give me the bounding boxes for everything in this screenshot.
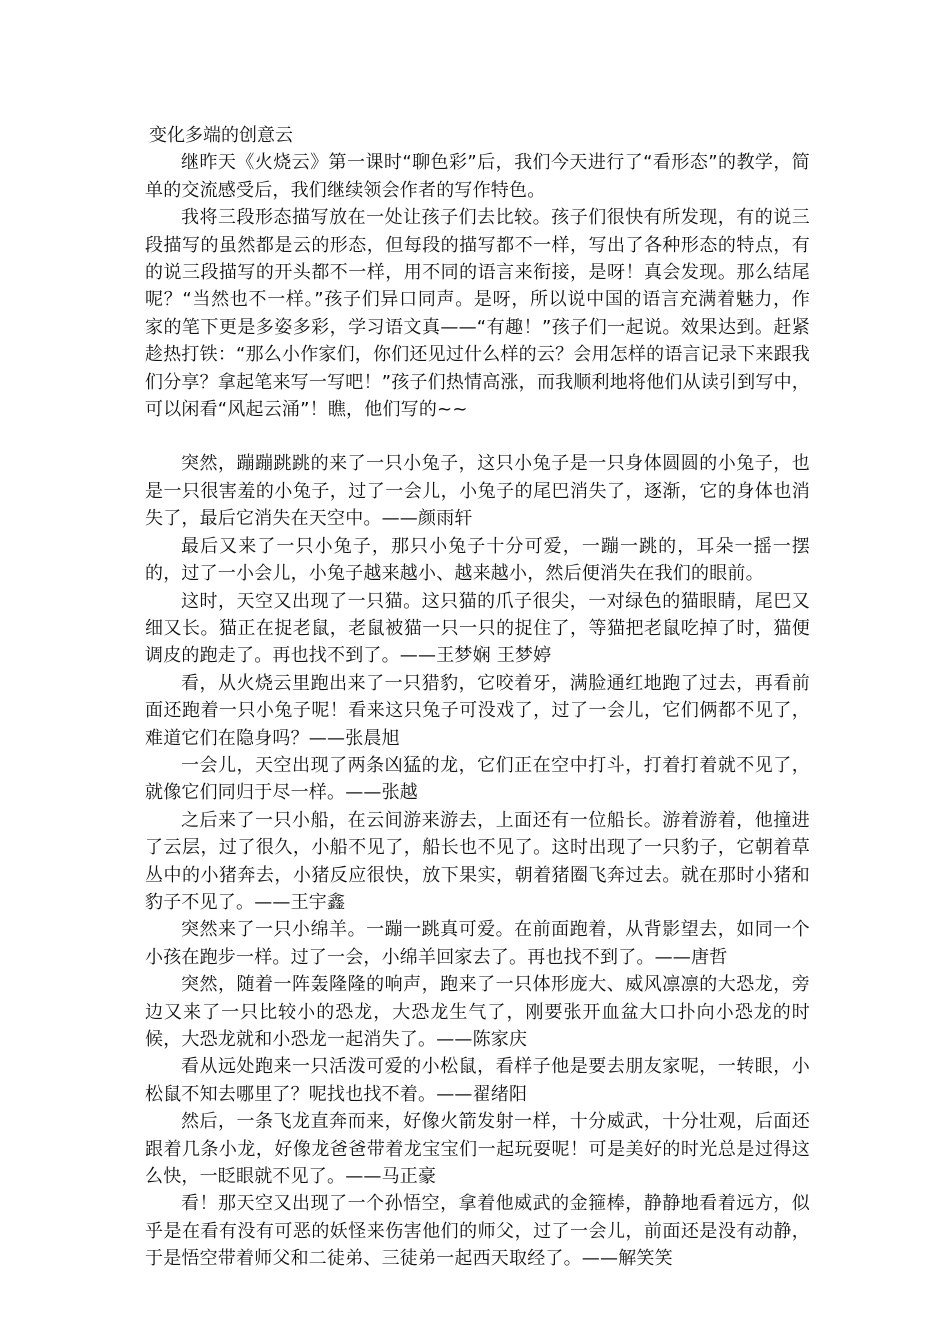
student-work-paragraph: 之后来了一只小船，在云间游来游去，上面还有一位船长。游着游着，他撞进了云层，过了很久，小船不见了，船长也不见了。这时出现了一只豹子，它朝着草丛中的小猪奔去，小猪反应很快，放下果实，朝着猪圈飞奔过去。就在那时小猪和豹子不见了。——王宇鑫 <box>145 809 810 913</box>
document-body <box>145 122 810 1273</box>
student-work-paragraph: 然后，一条飞龙直奔而来，好像火箭发射一样，十分威武，十分壮观，后面还跟着几条小龙，好像龙爸爸带着龙宝宝们一起玩耍呢！可是美好的时光总是过得这么快，一眨眼就不见了。——马正豪 <box>145 1111 810 1188</box>
student-work-paragraph: 突然，蹦蹦跳跳的来了一只小兔子，这只小兔子是一只身体圆圆的小兔子，也是一只很害羞的小兔子，过了一会儿，小兔子的尾巴消失了，逐渐，它的身体也消失了，最后它消失在天空中。——颜雨轩 <box>145 453 810 530</box>
student-work-paragraph: 突然，随着一阵轰隆隆的响声，跑来了一只体形庞大、威风凛凛的大恐龙，旁边又来了一只比较小的恐龙，大恐龙生气了，刚要张开血盆大口扑向小恐龙的时候，大恐龙就和小恐龙一起消失了。——陈家庆 <box>145 974 810 1050</box>
intro-paragraph-2: 我将三段形态描写放在一处让孩子们去比较。孩子们很快有所发现，有的说三段描写的虽然都是云的形态，但每段的描写都不一样，写出了各种形态的特点，有的说三段描写的开头都不一样，用不同的语言来衔接，是呀！真会发现。那么结尾呢？“当然也不一样。”孩子们异口同声。是呀，所以说中国的语言充满着魅力，作家的笔下更是多姿多彩，学习语文真——“有趣！”孩子们一起说。效果达到。赶紧趁热打铁：“那么小作家们，你们还见过什么样的云？会用怎样的语言记录下来跟我们分享？拿起笔来写一写吧！”孩子们热情高涨，而我顺利地将他们从读引到写中，可以闲看“风起云涌”！瞧，他们写的~~ <box>145 207 810 421</box>
student-work-paragraph: 看从远处跑来一只活泼可爱的小松鼠，看样子他是要去朋友家呢，一转眼，小松鼠不知去哪里了？呢找也找不着。——翟绪阳 <box>145 1056 810 1105</box>
student-work-paragraph: 一会儿，天空出现了两条凶猛的龙，它们正在空中打斗，打着打着就不见了，就像它们同归于尽一样。——张越 <box>145 754 810 804</box>
student-work-paragraph: 看，从火烧云里跑出来了一只猎豹，它咬着牙，满脸通红地跑了过去，再看前面还跑着一只小兔子呢！看来这只兔子可没戏了，过了一会儿，它们俩都不见了，难道它们在隐身吗？——张晨旭 <box>145 672 810 749</box>
student-work-paragraph: 最后又来了一只小兔子，那只小兔子十分可爱，一蹦一跳的，耳朵一摇一摆的，过了一小会儿，小兔子越来越小、越来越小，然后便消失在我们的眼前。 <box>145 535 810 585</box>
document-title: 变化多端的创意云 <box>149 125 293 146</box>
student-work-paragraph: 突然来了一只小绵羊。一蹦一跳真可爱。在前面跑着，从背影望去，如同一个小孩在跑步一样。过了一会，小绵羊回家去了。再也找不到了。——唐哲 <box>145 919 810 968</box>
student-work-paragraph: 这时，天空又出现了一只猫。这只猫的爪子很尖，一对绿色的猫眼睛，尾巴又细又长。猫正在捉老鼠，老鼠被猫一只一只的捉住了，等猫把老鼠吃掉了时，猫便调皮的跑走了。再也找不到了。——王梦娴 王梦婷 <box>145 590 810 667</box>
paragraph-gap <box>145 423 810 450</box>
student-work-paragraph: 看！那天空又出现了一个孙悟空，拿着他威武的金箍棒，静静地看着远方，似乎是在看有没有可恶的妖怪来伤害他们的师父，过了一会儿，前面还是没有动静，于是悟空带着师父和二徒弟、三徒弟一起西天取经了。——解笑笑 <box>145 1193 810 1270</box>
intro-paragraph-1: 继昨天《火烧云》第一课时“聊色彩”后，我们今天进行了“看形态”的教学，简单的交流感受后，我们继续领会作者的写作特色。 <box>145 152 810 201</box>
